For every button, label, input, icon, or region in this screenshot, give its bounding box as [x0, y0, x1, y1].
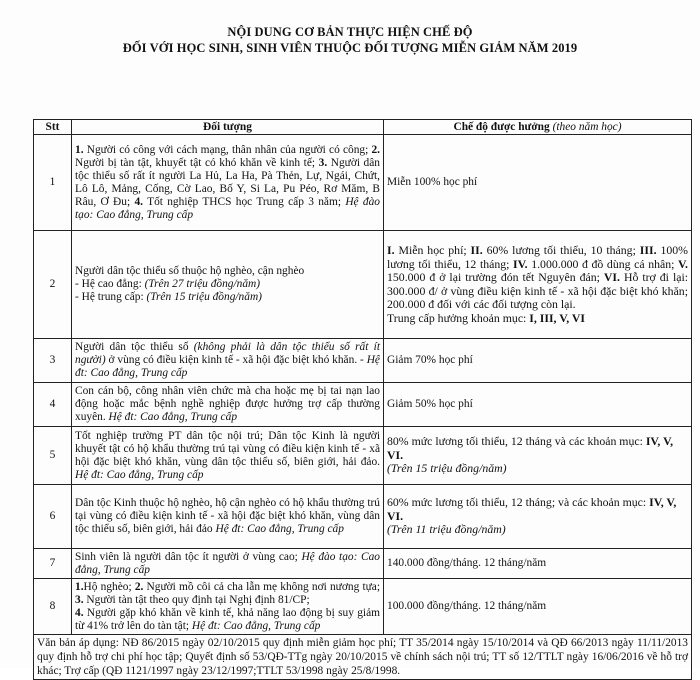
table-row [34, 485, 692, 549]
row-regime [384, 485, 692, 549]
row-text: 100% lương tối thiểu, 12 tháng; [387, 243, 688, 271]
row-text: Con cán bộ, công nhân viên chức mà cha hoặc mẹ bị tai nạn lao động hoặc mắc bệnh nghề nghiệp được hưởng trợ cấp thường xuyên. [75, 385, 380, 423]
row-text: Hệ đt: Cao đẳng, Trung cấp [75, 468, 204, 481]
row-text: Người tàn tật theo quy định tại Nghị định 81/CP; [83, 593, 310, 606]
row-text: IV. [513, 256, 528, 271]
row-text: Dân tộc Kinh thuộc hộ nghèo, hộ cận nghèo có hộ khẩu thường trú tại vùng có điều kiện kinh tế - xã hội đặc biệt khó khăn, vùng dân tộc thiểu số, biên giới, hải đảo [75, 497, 380, 535]
row-subject [72, 383, 384, 427]
row-text: 4. [134, 195, 143, 208]
row-stt: 2 [34, 231, 72, 339]
row-text: Sinh viên là người dân tộc ít người ở vùng cao; [75, 550, 302, 563]
table-row [34, 427, 692, 485]
row-text: Người mồ côi cả cha lẫn mẹ không nơi nương tựa; [143, 580, 381, 593]
row-regime: Giảm 50% học phí [384, 383, 692, 427]
row-text: I, III, V, VI [529, 310, 586, 325]
row-text: IV, V, VI. [387, 434, 674, 462]
table-row [34, 383, 692, 427]
row-text: Hệ đào tạo: Cao đẳng, Trung cấp [75, 195, 380, 221]
row-text: III. [639, 243, 657, 257]
header-regime-note: (theo năm học) [552, 120, 622, 133]
row-subject [72, 339, 384, 383]
row-text: II. [470, 243, 483, 257]
row-text: 1. [75, 580, 84, 593]
row-regime: 140.000 đồng/tháng. 12 tháng/năm [384, 549, 692, 579]
row-text: - Hệ trung cấp: [75, 291, 147, 303]
row-text: Người dân tộc thiểu số [75, 341, 194, 353]
table-row [34, 135, 692, 231]
header-subject: Đối tượng [72, 120, 384, 135]
row-text: 1. [75, 143, 84, 156]
row-text: 2. [134, 580, 144, 593]
row-text: Hộ nghèo; [83, 580, 135, 593]
row-text: 4. [75, 606, 84, 619]
row-text: Người dân tộc thiểu số rất ít người La Hủ, La Ha, Pà Thẻn, Lự, Ngái, Chứt, Lô Lô, Mảng, Cống, Cờ Lao, Bố Y, Si La, Pu Péo, Rơ Măm, B Râu, Ơ Đu; [75, 156, 380, 208]
row-subject [72, 427, 384, 485]
legal-basis-note: Văn bản áp dụng: NĐ 86/2015 ngày 02/10/2015 quy định miễn giảm học phí; TT 35/2014 ngày 15/10/2014 và QĐ 66/2013 ngày 11/11/2013 quy định hỗ trợ chi phí học tập; Quyết định số 53/QĐ-TTg ngày 20/10/2015 về chính sách nội trú; TT số 12/TTLT ngày 16/06/2016 về hỗ trợ khác; Trợ cấp (QĐ 1121/1997 ngày 23/12/1997;TTLT 53/1998 ngày 25/8/1998. [34, 635, 692, 680]
row-text: (Trên 27 triệu đồng/năm) [144, 278, 261, 290]
row-text: Hệ đt: Cao đẳng, Trung cấp [191, 619, 321, 632]
row-stt: 6 [34, 485, 72, 549]
row-subject [72, 485, 384, 549]
table-row [34, 231, 692, 339]
row-text: (Trên 15 triệu đồng/năm) [387, 461, 507, 476]
table-row [34, 549, 692, 579]
row-text: - Hệ đt: Cao đẳng, Trung cấp [75, 354, 380, 379]
row-text: Tốt nghiệp THCS học Trung cấp 3 năm; [143, 195, 346, 208]
row-regime: Giảm 70% học phí [384, 339, 692, 383]
table-footer-row [34, 635, 692, 680]
row-text: Hệ đt: Cao đẳng, Trung cấp [215, 523, 344, 535]
row-regime [384, 427, 692, 485]
row-text: Người dân tộc thiểu số thuộc hộ nghèo, cận nghèo [75, 265, 305, 277]
row-stt: 3 [34, 339, 72, 383]
row-stt: 4 [34, 383, 72, 427]
row-subject [72, 579, 384, 635]
document-title-line-2: ĐỐI VỚI HỌC SINH, SINH VIÊN THUỘC ĐỐI TƯỢNG MIỄN GIẢM NĂM 2019 [122, 41, 578, 55]
row-text: Người bị tàn tật, khuyết tật có khó khăn về kinh tế; [75, 156, 319, 169]
row-text: Người có công với cách mạng, thân nhân của người có công; [83, 143, 372, 156]
row-text: Miễn học phí; [394, 243, 471, 257]
table-row [34, 579, 692, 635]
row-text: 3. [75, 593, 84, 606]
row-text: I. [387, 243, 395, 257]
row-regime: Miễn 100% học phí [384, 135, 692, 231]
row-text: (Trên 11 triệu đồng/năm) [387, 522, 506, 537]
row-text: Người gặp khó khăn về kinh tế, khả năng lao động bị suy giảm từ 41% trở lên do tàn tật; [75, 606, 380, 632]
row-text: (Trên 15 triệu đồng/năm) [146, 291, 262, 303]
row-subject [72, 135, 384, 231]
document-title-line-1: NỘI DUNG CƠ BẢN THỰC HIỆN CHẾ ĐỘ [227, 25, 473, 39]
row-text: - Hệ cao đẳng: [75, 278, 145, 290]
row-subject [72, 549, 384, 579]
row-text: 80% mức lương tối thiểu, 12 tháng và các khoản mục: [387, 434, 646, 449]
row-regime: 100.000 đồng/tháng. 12 tháng/năm [384, 579, 692, 635]
row-text: V. [678, 256, 688, 271]
row-text: 2. [371, 143, 380, 156]
row-text: Trung cấp hưởng khoản mục: [387, 310, 530, 325]
regime-table [33, 119, 692, 680]
row-text: VI. [603, 270, 620, 284]
row-text: IV, V, VI. [387, 495, 677, 523]
row-text: 60% lương tối thiểu, 10 tháng; [482, 243, 640, 257]
row-text: 60% mức lương tối thiểu, 12 tháng; và các khoản mục: [387, 495, 650, 510]
header-stt: Stt [34, 120, 72, 135]
row-stt: 8 [34, 579, 72, 635]
row-stt: 1 [34, 135, 72, 231]
row-stt: 5 [34, 427, 72, 485]
row-stt: 7 [34, 549, 72, 579]
row-text: 1.000.000 đ đồ dùng cá nhân; [527, 256, 679, 271]
row-text: ở vùng có điều kiện kinh tế - xã hội đặc biệt khó khăn. [105, 354, 358, 366]
row-text: Hỗ trợ đi lại: 300.000 đ/ ở vùng điều kiện kinh tế - xã hội đặc biệt khó khăn; 200.000 đ đối với các đối tượng còn lại. [387, 270, 689, 311]
table-row [34, 339, 692, 383]
header-regime [384, 120, 692, 135]
row-text: Hệ đt: Cao đẳng, Trung cấp [108, 411, 238, 423]
table-header-row [34, 120, 692, 135]
row-text: Tốt nghiệp trường PT dân tộc nội trú; Dân tộc Kinh là người khuyết tật có hộ khẩu thường trú tại vùng có điều kiện kinh tế - xã hội đặc biệt khó khăn, vùng dân tộc thiểu số, biên giới, hải đảo. [75, 429, 380, 468]
header-regime-label: Chế độ được hưởng [453, 120, 550, 133]
row-text: (không phải là dân tộc thiểu số rất ít người) [75, 341, 380, 366]
row-regime [384, 231, 692, 339]
row-text: 150.000 đ ở lại trường đón tết Nguyên đán; [387, 270, 604, 284]
row-text: 3. [318, 156, 328, 169]
row-text: Hệ đào tạo: Cao đẳng, Trung cấp [75, 550, 380, 576]
row-subject [72, 231, 384, 339]
